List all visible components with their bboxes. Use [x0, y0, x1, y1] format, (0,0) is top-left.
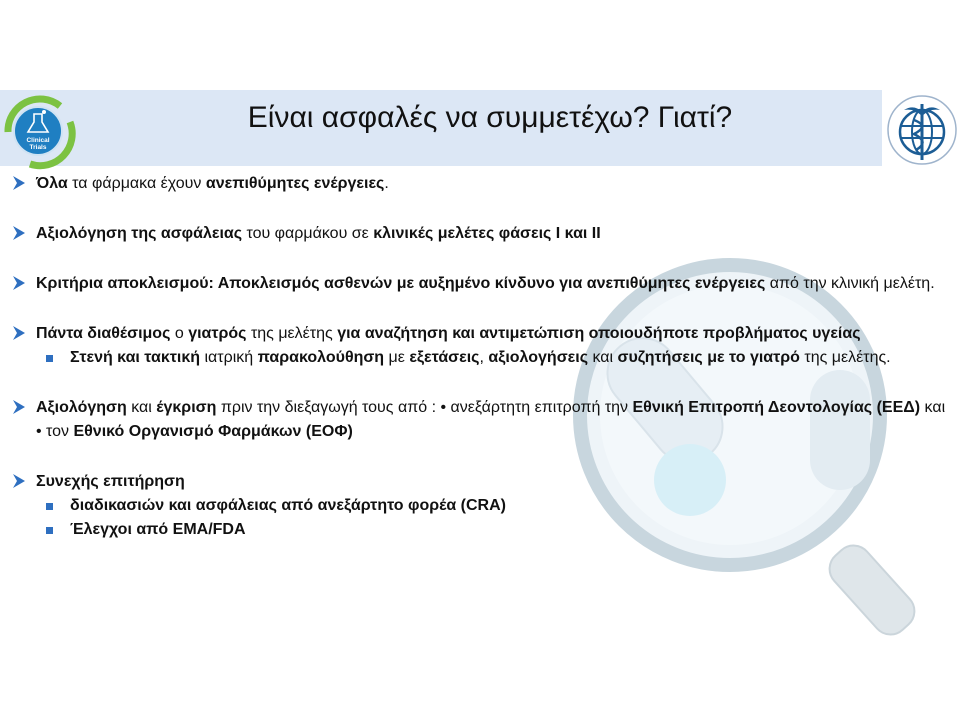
arrow-bullet-icon [12, 325, 26, 341]
square-bullet-icon [46, 355, 53, 362]
text-segment: Όλα [36, 175, 68, 192]
text-segment: Στενή και τακτική [70, 349, 201, 366]
text-segment: εξετάσεις [409, 349, 480, 366]
text-segment: τα φάρμακα έχουν [67, 175, 206, 192]
sub-bullet-item [12, 346, 952, 370]
sub-bullet-item [12, 494, 952, 518]
square-bullet-icon [46, 527, 53, 534]
arrow-bullet-icon [12, 175, 26, 191]
text-segment: αξιολογήσεις [488, 349, 589, 366]
bullet-item [12, 322, 952, 370]
text-segment: ο [170, 325, 189, 342]
bullet-item [12, 272, 952, 296]
text-segment: και [126, 399, 157, 416]
arrow-bullet-icon [12, 399, 26, 415]
text-segment: ανεπιθύμητες ενέργειες [205, 175, 385, 192]
arrow-bullet-icon [12, 225, 26, 241]
content-body [12, 172, 952, 568]
text-segment: Κριτήρια αποκλεισμού: Αποκλεισμός ασθενών με αυξημένο κίνδυνο για ανεπιθύμητες ενέργειες [36, 275, 766, 292]
text-segment: έγκριση [156, 399, 217, 416]
text-segment: Αξιολόγηση [36, 399, 127, 416]
text-segment: Εθνική Επιτροπή Δεοντολογίας (ΕΕΔ) [632, 399, 921, 416]
text-segment: του φαρμάκου σε [242, 225, 374, 242]
text-segment: και • τον [36, 399, 946, 440]
arrow-bullet-icon [12, 275, 26, 291]
text-segment: . [384, 175, 389, 192]
text-segment: Αξιολόγηση της ασφάλειας [36, 225, 243, 242]
text-segment: και [588, 349, 618, 366]
logo-line1: Clinical [26, 137, 50, 144]
bullet-item [12, 222, 952, 246]
bullet-item [12, 172, 952, 196]
text-segment: Πάντα διαθέσιμος [36, 325, 171, 342]
square-bullet-icon [46, 503, 53, 510]
page-title: Είναι ασφαλές να συμμετέχω? Γιατί? [247, 101, 733, 134]
text-segment: πριν την διεξαγωγή τους από : • ανεξάρτητη επιτροπή την [216, 399, 633, 416]
text-segment: από την κλινική μελέτη. [765, 275, 935, 292]
text-segment: για αναζήτηση και αντιμετώπιση οποιουδήποτε προβλήματος υγείας [337, 325, 861, 342]
clinical-trials-logo-icon [0, 92, 80, 172]
bullet-item [12, 470, 952, 542]
text-segment: ιατρική [200, 349, 258, 366]
logo-line2: Trials [29, 144, 47, 151]
text-segment: συζητήσεις με το γιατρό [617, 349, 800, 366]
text-segment: Εθνικό Οργανισμό Φαρμάκων (ΕΟΦ) [73, 423, 353, 440]
text-segment: με [384, 349, 410, 366]
text-segment: γιατρός [188, 325, 247, 342]
text-segment: , [479, 349, 489, 366]
text-segment: Έλεγχοι από EMA/FDA [70, 521, 246, 538]
text-segment: της μελέτης. [799, 349, 891, 366]
text-segment: διαδικασιών και ασφάλειας από ανεξάρτητο φορέα (CRA) [70, 497, 506, 514]
text-segment: της μελέτης [246, 325, 338, 342]
text-segment: παρακολούθηση [257, 349, 385, 366]
caduceus-globe-icon [884, 92, 960, 168]
text-segment: κλινικές μελέτες φάσεις Ι και ΙΙ [373, 225, 601, 242]
sub-bullet-item [12, 518, 952, 542]
bullet-item [12, 396, 952, 444]
arrow-bullet-icon [12, 473, 26, 489]
text-segment: Συνεχής επιτήρηση [36, 473, 185, 490]
